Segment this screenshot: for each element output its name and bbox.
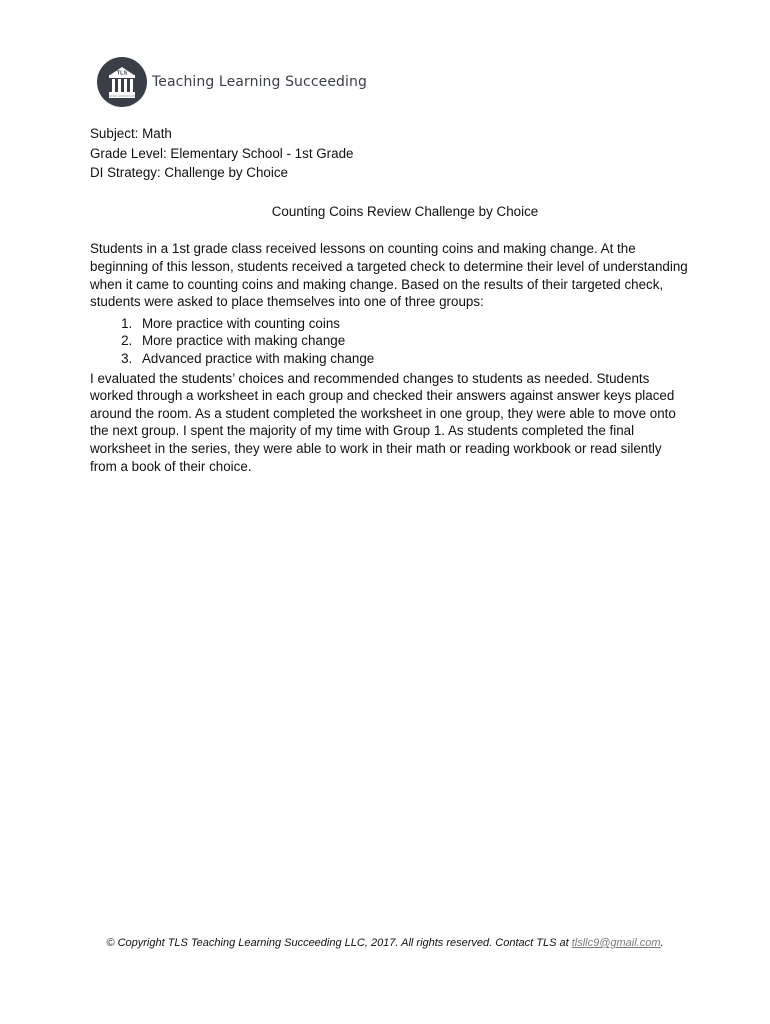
intro-paragraph: Students in a 1st grade class received lessons on counting coins and making change. At the beginning of this lesson, students received a targeted check to determine their level of understanding when it came to counting coins and making change. Based on the results of their targeted check, students were asked to place themselves into one of three groups:: [90, 241, 688, 310]
svg-text:TLS: TLS: [116, 70, 128, 77]
subject-line: Subject: Math: [90, 126, 172, 141]
list-item: 2. More practice with making change: [136, 332, 690, 350]
logo-text: Teaching Learning Succeeding: [152, 74, 367, 90]
footer-text: © Copyright TLS Teaching Learning Succeeding LLC, 2017. All rights reserved. Contact TLS at: [106, 937, 572, 949]
tls-logo-icon: [96, 56, 148, 108]
document-title: Counting Coins Review Challenge by Choice: [271, 203, 539, 219]
body-paragraph: I evaluated the students’ choices and recommended changes to students as needed. Students worked through a worksheet in each group and checked their answers against answer keys placed around the room. As a student completed the worksheet in one group, they were able to move onto the next group. I spent the majority of my time with Group 1. As students completed the final worksheet in the series, they were able to work in their math or reading workbook or read silently from a book of their choice.: [90, 370, 676, 474]
copyright-footer: [0, 937, 770, 949]
svg-text:Teaching Learning Succeeding: Teaching Learning Succeeding: [107, 95, 137, 98]
grade-line: Grade Level: Elementary School - 1st Grade: [90, 145, 354, 161]
email-link[interactable]: tlsllc9@gmail.com: [571, 937, 661, 949]
lesson-meta: [90, 124, 690, 183]
logo: [96, 56, 367, 108]
group-list: [90, 315, 690, 368]
footer-end: .: [660, 937, 664, 949]
strategy-line: DI Strategy: Challenge by Choice: [90, 165, 288, 181]
list-item: 1. More practice with counting coins: [136, 315, 690, 333]
document-body: [90, 124, 690, 475]
list-item: 3. Advanced practice with making change: [136, 350, 690, 368]
